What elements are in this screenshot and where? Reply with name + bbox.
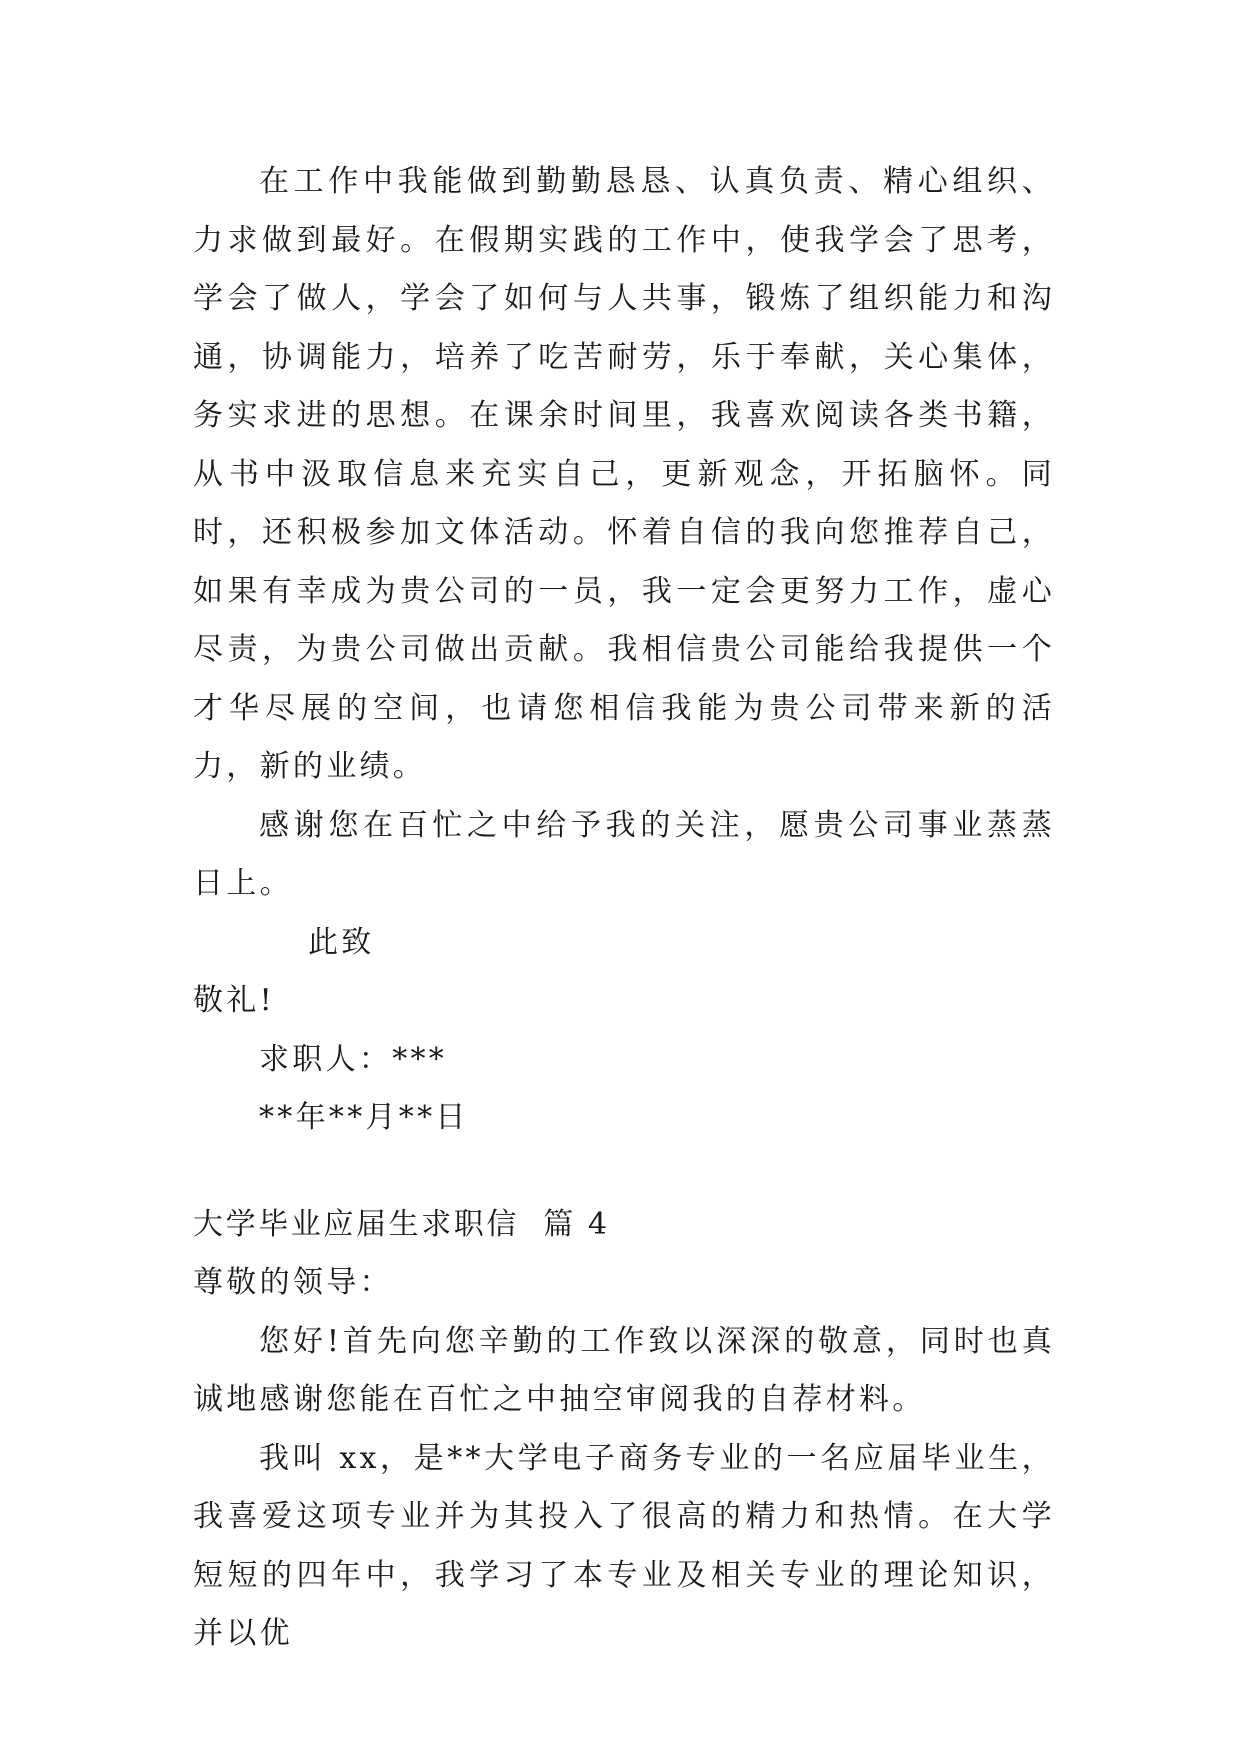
document-body	[193, 153, 1055, 1664]
body-paragraph: 在工作中我能做到勤勤恳恳、认真负责、精心组织、力求做到最好。在假期实践的工作中，使我学会了思考，学会了做人，学会了如何与人共事，锻炼了组织能力和沟通，协调能力，培养了吃苦耐劳，乐于奉献，关心集体，务实求进的思想。在课余时间里，我喜欢阅读各类书籍，从书中汲取信息来充实自己，更新观念，开拓脑怀。同时，还积极参加文体活动。怀着自信的我向您推荐自己，如果有幸成为贵公司的一员，我一定会更努力工作，虚心尽责，为贵公司做出贡献。我相信贵公司能给我提供一个才华尽展的空间，也请您相信我能为贵公司带来新的活力，新的业绩。	[193, 164, 1055, 784]
date-line: **年**月**日	[259, 1100, 469, 1135]
letter-greeting: 尊敬的领导：	[193, 1265, 393, 1300]
section-heading: 大学毕业应届生求职信 篇 4	[193, 1206, 610, 1242]
closing-salutation: 此致	[308, 924, 375, 960]
body-paragraph: 我叫 xx，是**大学电子商务专业的一名应届毕业生，我喜爱这项专业并为其投入了很高的精力和热情。在大学短短的四年中，我学习了本专业及相关专业的理论知识，并以优	[193, 1440, 1055, 1651]
body-paragraph: 感谢您在百忙之中给予我的关注，愿贵公司事业蒸蒸日上。	[193, 807, 1055, 901]
section-spacer	[193, 1148, 1055, 1196]
body-paragraph: 您好!首先向您辛勤的工作致以深深的敬意，同时也真诚地感谢您能在百忙之中抽空审阅我的自荐材料。	[193, 1323, 1055, 1417]
signature-line: 求职人：***	[259, 1041, 448, 1077]
closing-regards: 敬礼!	[193, 983, 275, 1018]
